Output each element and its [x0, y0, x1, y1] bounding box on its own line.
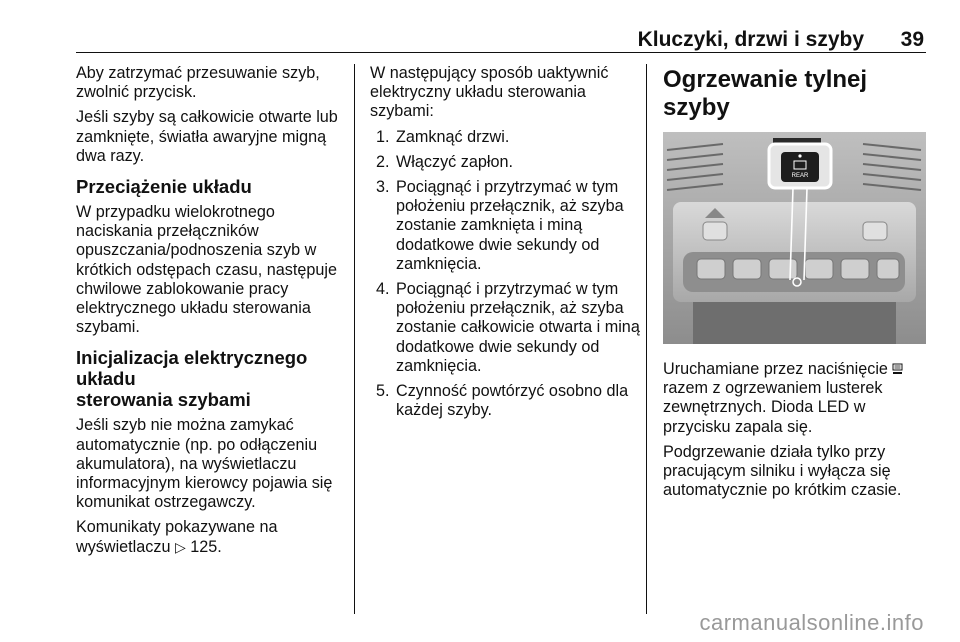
- page-ref-arrow-icon: ▷: [174, 538, 186, 555]
- steps-list: [370, 128, 642, 421]
- step-number: 4.: [376, 280, 390, 299]
- step-number: 2.: [376, 152, 390, 171]
- rear-window-heater-icon: [892, 363, 903, 375]
- section-heading: Inicjalizacja elektrycznego układu sterowania szybami: [76, 347, 308, 411]
- page-number: 39: [900, 28, 924, 51]
- column-left: [76, 64, 344, 563]
- list-item: [370, 178, 642, 274]
- paragraph-with-ref: [76, 518, 344, 556]
- paragraph-text: razem z ogrzewaniem lusterek zewnętrznych. Dioda LED w przycisku zapala się.: [663, 379, 883, 436]
- step-number: 5.: [376, 382, 390, 401]
- list-item: [370, 280, 642, 376]
- section-title: Ogrzewanie tylnej szyby: [663, 66, 868, 121]
- column-divider: [354, 64, 355, 614]
- page-ref-link[interactable]: 125.: [190, 537, 222, 556]
- paragraph: [663, 360, 928, 437]
- paragraph: Jeśli szyby są całkowicie otwarte lub zamknięte, światła awaryjne migną dwa razy.: [76, 108, 338, 165]
- step-text: Włączyć zapłon.: [396, 152, 513, 171]
- paragraph: W następujący sposób uaktywnić elektryczny układu sterowania szybami:: [370, 64, 609, 121]
- list-item: [370, 153, 642, 172]
- column-middle: [370, 64, 642, 426]
- chapter-title: Kluczyki, drzwi i szyby: [637, 28, 864, 51]
- paragraph: Jeśli szyb nie można zamykać automatycznie (np. po odłączeniu akumulatora), na wyświetlaczu informacyjnym kierowcy pojawia się komunikat ostrzegawczy.: [76, 416, 333, 512]
- step-text: Pociągnąć i przytrzymać w tym położeniu przełącznik, aż szyba zostanie zamknięta i miną dodatkowe dwie sekundy od zamknięcia.: [396, 178, 624, 273]
- paragraph: W przypadku wielokrotnego naciskania przełączników opuszczania/podnoszenia szyb w krótkich odstępach czasu, następuje chwilowe zablokowanie pracy elektrycznego układu sterowania szybami.: [76, 203, 337, 337]
- step-text: Czynność powtórzyć osobno dla każdej szyby.: [396, 382, 629, 420]
- step-text: Pociągnąć i przytrzymać w tym położeniu przełącznik, aż szyba zostanie całkowicie otwarta i miną dodatkowe dwie sekundy od zamknięcia.: [396, 280, 640, 375]
- column-divider: [646, 64, 647, 614]
- dashboard-photo: [663, 132, 926, 344]
- page-header: [76, 24, 926, 53]
- step-number: 3.: [376, 178, 390, 197]
- paragraph-text: Komunikaty pokazywane na wyświetlaczu: [76, 518, 278, 556]
- paragraph: Aby zatrzymać przesuwanie szyb, zwolnić przycisk.: [76, 64, 320, 102]
- rear-button-label: REAR: [791, 173, 809, 179]
- section-heading: Przeciążenie układu: [76, 176, 252, 198]
- column-right: [663, 64, 928, 506]
- paragraph-text: Uruchamiane przez naciśnięcie: [663, 360, 888, 378]
- list-item: [370, 382, 642, 420]
- step-number: 1.: [376, 127, 390, 146]
- list-item: [370, 128, 642, 147]
- step-text: Zamknąć drzwi.: [396, 127, 510, 146]
- watermark: carmanualsonline.info: [699, 610, 924, 635]
- paragraph: Podgrzewanie działa tylko przy pracującym silniku i wyłącza się automatycznie po krótkim czasie.: [663, 442, 902, 500]
